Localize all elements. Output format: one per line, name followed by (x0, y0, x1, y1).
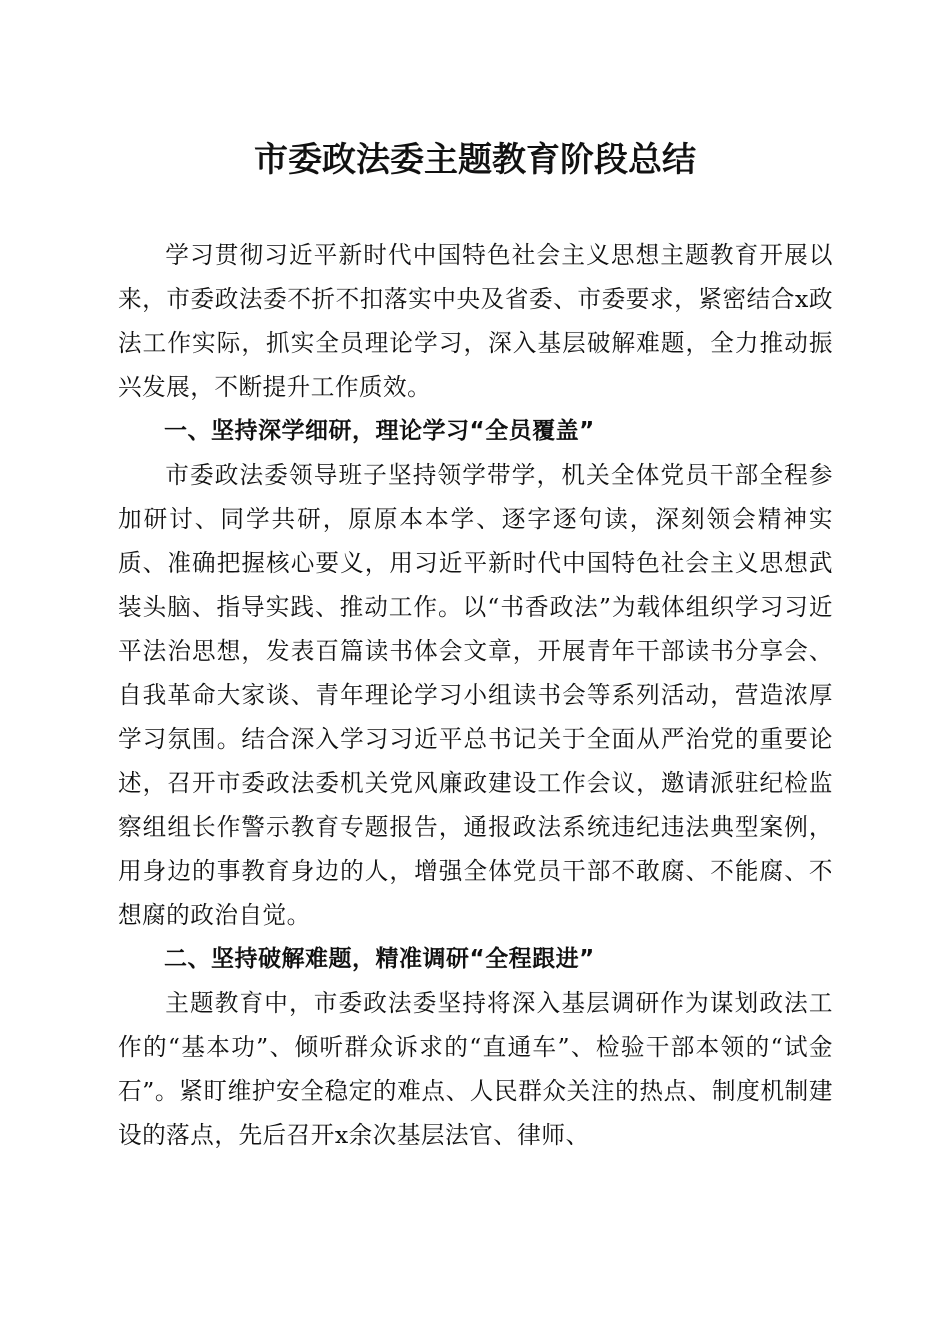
section-2-heading: 二、坚持破解难题，精准调研“全程跟进” (164, 946, 595, 972)
section-1-heading: 一、坚持深学细研，理论学习“全员覆盖” (164, 418, 595, 444)
intro-paragraph: 学习贯彻习近平新时代中国特色社会主义思想主题教育开展以来，市委政法委不折不扣落实中央及省委、市委要求，紧密结合x政法工作实际，抓实全员理论学习，深入基层破解难题，全力推动振兴发展，不断提升工作质效。 (118, 241, 833, 401)
document-body (118, 233, 833, 1157)
section-1-paragraph: 市委政法委领导班子坚持领学带学，机关全体党员干部全程参加研讨、同学共研，原原本本学、逐字逐句读，深刻领会精神实质、准确把握核心要义，用习近平新时代中国特色社会主义思想武装头脑、指导实践、推动工作。以“书香政法”为载体组织学习习近平法治思想，发表百篇读书体会文章，开展青年干部读书分享会、自我革命大家谈、青年理论学习小组读书会等系列活动，营造浓厚学习氛围。结合深入学习习近平总书记关于全面从严治党的重要论述，召开市委政法委机关党风廉政建设工作会议，邀请派驻纪检监察组组长作警示教育专题报告，通报政法系统违纪违法典型案例，用身边的事教育身边的人，增强全体党员干部不敢腐、不能腐、不想腐的政治自觉。 (118, 461, 833, 929)
section-2-paragraph: 主题教育中，市委政法委坚持将深入基层调研作为谋划政法工作的“基本功”、倾听群众诉求的“直通车”、检验干部本领的“试金石”。紧盯维护安全稳定的难点、人民群众关注的热点、制度机制建设的落点，先后召开x余次基层法官、律师、 (118, 989, 833, 1149)
document-title: 市委政法委主题教育阶段总结 (254, 140, 696, 180)
